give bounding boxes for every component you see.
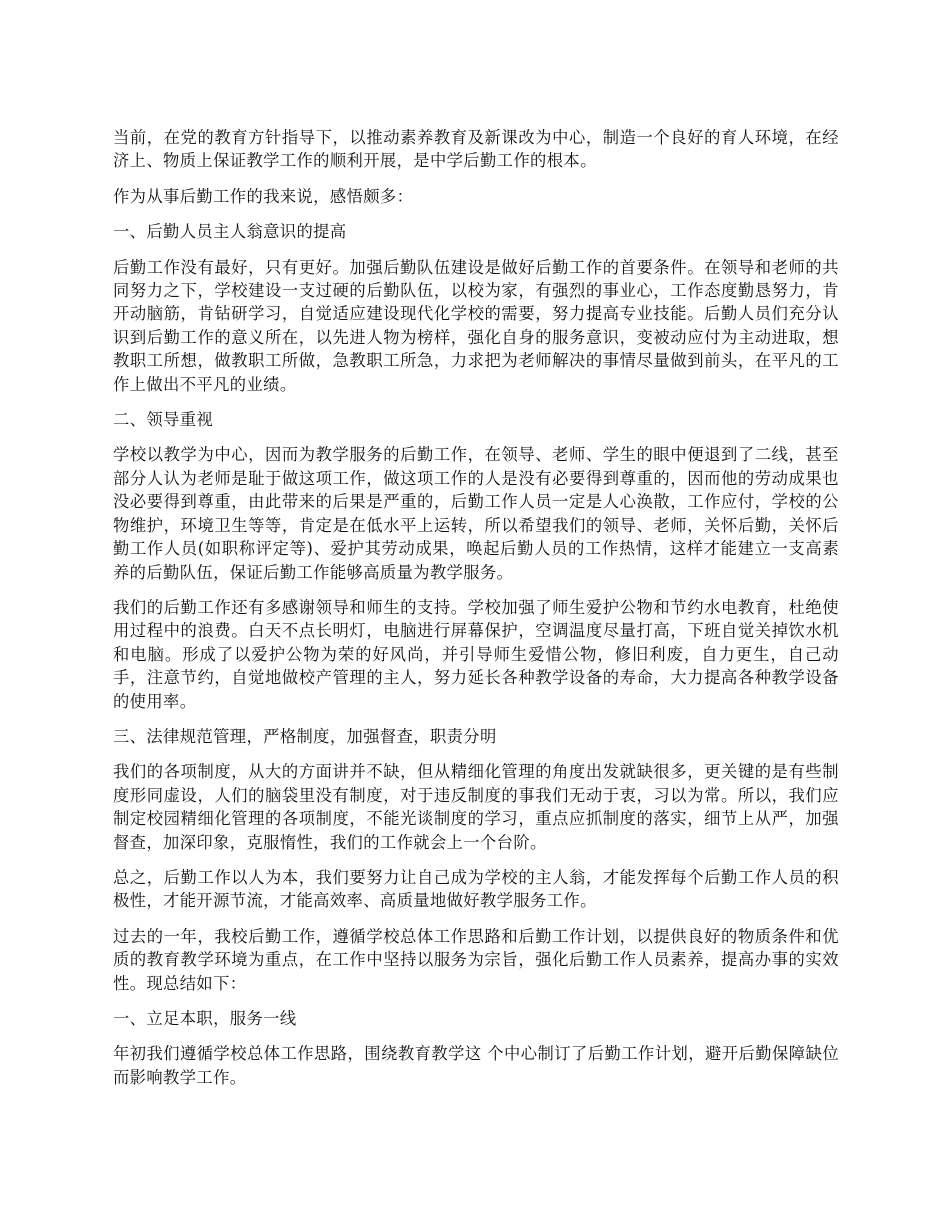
paragraph-thanks: 我们的后勤工作还有多感谢领导和师生的支持。学校加强了师生爱护公物和节约水电教育，杜绝使用过程中的浪费。白天不点长明灯，电脑进行屏幕保护，空调温度尽量打高，下班自觉关掉饮水机和电脑。形成了以爱护公物为荣的好风尚，并引导师生爱惜公物，修旧利废，自力更生，自己动手，注意节约，自觉地做校产管理的主人，努力延长各种教学设备的寿命，大力提高各种教学设备的使用率。 [113, 597, 839, 711]
paragraph-section-3: 我们的各项制度，从大的方面讲并不缺，但从精细化管理的角度出发就缺很多，更关键的是有些制度形同虚设，人们的脑袋里没有制度，对于违反制度的事我们无动于衷，习以为常。所以，我们应制定校园精细化管理的各项制度，不能光谈制度的学习，重点应抓制度的落实，细节上从严，加强督查，加深印象，克服惰性，我们的工作就会上一个台阶。 [113, 762, 839, 852]
paragraph-section-2: 学校以教学为中心，因而为教学服务的后勤工作，在领导、老师、学生的眼中便退到了二线，甚至部分人认为老师是耻于做这项工作，做这项工作的人是没有必要得到尊重的，因而他的劳动成果也没必要得到尊重，由此带来的后果是严重的，后勤工作人员一定是人心涣散，工作应付，学校的公物维护，环境卫生等等，肯定是在低水平上运转，所以希望我们的领导、老师，关怀后勤，关怀后勤工作人员(如职称评定等)、爱护其劳动成果，唤起后勤人员的工作热情，这样才能建立一支高素养的后勤队伍，保证后勤工作能够高质量为教学服务。 [113, 445, 839, 582]
section-heading-4: 一、立足本职，服务一线 [113, 1009, 297, 1028]
document-body [113, 126, 839, 1101]
paragraph-plan: 年初我们遵循学校总体工作思路，围绕教育教学这 个中心制订了后勤工作计划，避开后勤保障缺位而影响教学工作。 [113, 1044, 839, 1087]
paragraph-conclusion: 总之，后勤工作以人为本，我们要努力让自己成为学校的主人翁，才能发挥每个后勤工作人员的积极性，才能开源节流，才能高效率、高质量地做好教学服务工作。 [113, 867, 839, 911]
paragraph-summary-intro: 过去的一年，我校后勤工作，遵循学校总体工作思路和后勤工作计划，以提供良好的物质条件和优质的教育教学环境为重点，在工作中坚持以服务为宗旨，强化后勤工作人员素养，提高办事的实效性。现总结如下： [113, 926, 839, 993]
paragraph-intro: 当前，在党的教育方针指导下，以推动素养教育及新课改为中心，制造一个良好的育人环境，在经济上、物质上保证教学工作的顺利开展，是中学后勤工作的根本。 [113, 128, 839, 171]
paragraph-feelings: 作为从事后勤工作的我来说，感悟颇多： [113, 186, 414, 206]
section-heading-3: 三、法律规范管理，严格制度，加强督查，职责分明 [113, 726, 497, 746]
paragraph-section-1: 后勤工作没有最好，只有更好。加强后勤队伍建设是做好后勤工作的首要条件。在领导和老师的共同努力之下，学校建设一支过硬的后勤队伍，以校为家，有强烈的事业心，工作态度勤恳努力，肯开动脑筋，肯钻研学习，自觉适应建设现代化学校的需要，努力提高专业技能。后勤人员们充分认识到后勤工作的意义所在，以先进人物为榜样，强化自身的服务意识，变被动应付为主动进取，想教职工所想，做教职工所做，急教职工所急，力求把为老师解决的事情尽量做到前头，在平凡的工作上做出不平凡的业绩。 [113, 257, 839, 394]
section-heading-1: 一、后勤人员主人翁意识的提高 [113, 222, 347, 242]
section-heading-2: 二、领导重视 [113, 410, 214, 430]
